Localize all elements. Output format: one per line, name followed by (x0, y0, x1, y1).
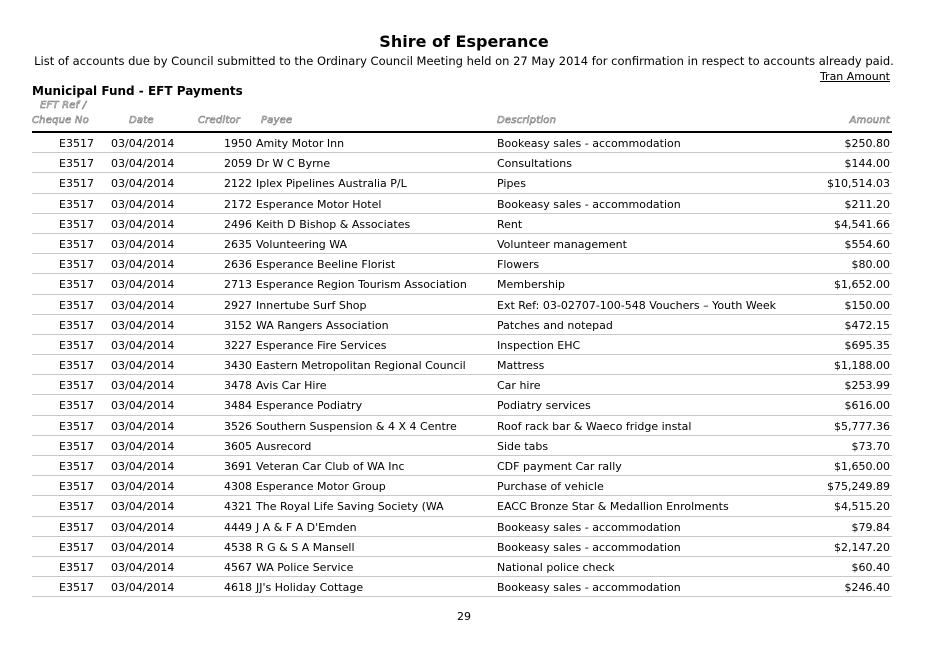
cell-amount: $1,650.00 (834, 460, 890, 473)
cell-cheque-no: E3517 (59, 419, 94, 433)
cell-payee: Esperance Motor Hotel (256, 197, 382, 211)
page-number: 29 (457, 610, 471, 623)
cell-cheque-no: E3517 (59, 217, 94, 231)
cell-payee: The Royal Life Saving Society (WA (256, 500, 444, 514)
table-row (0, 295, 928, 315)
cell-payee: J A & F A D'Emden (256, 520, 357, 534)
cell-payee: R G & S A Mansell (256, 540, 355, 554)
cell-creditor: 3430 (224, 359, 252, 373)
cell-payee: Esperance Podiatry (256, 399, 363, 413)
cell-cheque-no: E3517 (59, 177, 94, 191)
header-date: Date (129, 115, 154, 126)
cell-amount: $246.40 (844, 581, 890, 595)
cell-amount: $554.60 (844, 237, 890, 251)
cell-date: 03/04/2014 (111, 500, 175, 514)
cell-payee: Esperance Fire Services (256, 338, 387, 352)
table-row (0, 194, 928, 214)
cell-payee: Esperance Region Tourism Association (256, 278, 467, 292)
cell-date: 03/04/2014 (111, 157, 175, 171)
cell-payee: Amity Motor Inn (256, 137, 345, 150)
cell-payee: Southern Suspension & 4 X 4 Centre (256, 419, 457, 433)
cell-creditor: 4567 (224, 560, 252, 574)
cell-description: Bookeasy sales - accommodation (497, 581, 681, 595)
table-row (0, 456, 928, 476)
cell-payee: Eastern Metropolitan Regional Council (256, 359, 466, 373)
cell-date: 03/04/2014 (111, 278, 175, 292)
tran-amount-label: Tran Amount (819, 70, 890, 83)
row-divider (32, 596, 892, 597)
cell-payee: WA Police Service (256, 560, 354, 574)
cell-date: 03/04/2014 (111, 379, 175, 393)
cell-date: 03/04/2014 (111, 560, 175, 574)
cell-date: 03/04/2014 (111, 419, 175, 433)
header-payee: Payee (261, 115, 293, 126)
cell-cheque-no: E3517 (59, 581, 94, 595)
cell-description: Bookeasy sales - accommodation (497, 197, 681, 211)
cell-date: 03/04/2014 (111, 258, 175, 272)
cell-amount: $144.00 (844, 157, 890, 171)
cell-payee: Volunteering WA (256, 237, 348, 251)
cell-date: 03/04/2014 (111, 298, 175, 312)
cell-creditor: 2059 (224, 157, 252, 171)
cell-creditor: 4321 (224, 500, 252, 514)
header-ref-line1: EFT Ref / (40, 100, 87, 111)
cell-description: Volunteer management (497, 237, 627, 251)
table-row (0, 557, 928, 577)
cell-payee: JJ's Holiday Cottage (256, 581, 364, 595)
cell-amount: $472.15 (844, 318, 890, 332)
cell-amount: $4,541.66 (834, 217, 890, 231)
cell-creditor: 2636 (224, 258, 252, 272)
cell-cheque-no: E3517 (59, 520, 94, 534)
cell-cheque-no: E3517 (59, 560, 94, 574)
table-row (0, 375, 928, 395)
table-row (0, 395, 928, 415)
cell-cheque-no: E3517 (59, 379, 94, 393)
cell-cheque-no: E3517 (59, 540, 94, 554)
cell-amount: $75,249.89 (827, 480, 890, 494)
cell-creditor: 3691 (224, 460, 252, 473)
cell-amount: $4,515.20 (834, 500, 890, 514)
cell-creditor: 4449 (224, 520, 252, 534)
cell-creditor: 3484 (224, 399, 252, 413)
cell-description: Bookeasy sales - accommodation (497, 540, 681, 554)
cell-creditor: 3605 (224, 439, 252, 453)
cell-amount: $150.00 (844, 298, 890, 312)
table-row (0, 577, 928, 597)
cell-creditor: 3152 (224, 318, 252, 332)
cell-payee: Avis Car Hire (256, 379, 327, 393)
cell-date: 03/04/2014 (111, 359, 175, 373)
table-row (0, 214, 928, 234)
cell-amount: $5,777.36 (834, 419, 890, 433)
cell-date: 03/04/2014 (111, 460, 175, 473)
cell-date: 03/04/2014 (111, 217, 175, 231)
cell-cheque-no: E3517 (59, 439, 94, 453)
cell-date: 03/04/2014 (111, 581, 175, 595)
cell-cheque-no: E3517 (59, 359, 94, 373)
cell-payee: Keith D Bishop & Associates (256, 217, 411, 231)
cell-amount: $250.80 (844, 137, 890, 150)
cell-amount: $211.20 (844, 197, 890, 211)
cell-cheque-no: E3517 (59, 399, 94, 413)
cell-description: Roof rack bar & Waeco fridge instal (497, 419, 692, 433)
cell-creditor: 4538 (224, 540, 252, 554)
cell-date: 03/04/2014 (111, 197, 175, 211)
document-subtitle: List of accounts due by Council submitted to the Ordinary Council Meeting held on 27 May 2014 for confirmation in respect to accounts already paid. (34, 54, 894, 68)
table-row (0, 517, 928, 537)
cell-creditor: 2713 (224, 278, 252, 292)
header-creditor: Creditor (198, 115, 241, 126)
section-heading: Municipal Fund - EFT Payments (32, 84, 243, 98)
table-row (0, 133, 928, 153)
cell-description: Flowers (497, 258, 540, 272)
cell-cheque-no: E3517 (59, 278, 94, 292)
cell-description: Mattress (497, 359, 545, 373)
table-row (0, 234, 928, 254)
cell-payee: WA Rangers Association (256, 318, 389, 332)
cell-creditor: 1950 (224, 137, 252, 150)
cell-description: Bookeasy sales - accommodation (497, 137, 681, 150)
table-row (0, 416, 928, 436)
cell-date: 03/04/2014 (111, 540, 175, 554)
cell-date: 03/04/2014 (111, 137, 175, 150)
cell-cheque-no: E3517 (59, 237, 94, 251)
cell-creditor: 3526 (224, 419, 252, 433)
cell-payee: Dr W C Byrne (256, 157, 331, 171)
table-row (0, 496, 928, 516)
cell-description: Bookeasy sales - accommodation (497, 520, 681, 534)
cell-description: EACC Bronze Star & Medallion Enrolments (497, 500, 729, 514)
table-row (0, 335, 928, 355)
table-row (0, 254, 928, 274)
table-row (0, 537, 928, 557)
cell-amount: $2,147.20 (834, 540, 890, 554)
cell-description: Rent (497, 217, 523, 231)
cell-description: Patches and notepad (497, 318, 613, 332)
cell-date: 03/04/2014 (111, 399, 175, 413)
cell-date: 03/04/2014 (111, 480, 175, 494)
cell-amount: $10,514.03 (827, 177, 890, 191)
cell-cheque-no: E3517 (59, 460, 94, 473)
cell-amount: $1,188.00 (834, 359, 890, 373)
cell-creditor: 2496 (224, 217, 252, 231)
table-row (0, 315, 928, 335)
cell-cheque-no: E3517 (59, 157, 94, 171)
cell-creditor: 2635 (224, 237, 252, 251)
cell-description: Ext Ref: 03-02707-100-548 Vouchers – Youth Week (497, 298, 777, 312)
payments-table (0, 133, 928, 597)
cell-description: National police check (497, 560, 615, 574)
cell-amount: $73.70 (851, 439, 890, 453)
table-row (0, 476, 928, 496)
cell-payee: Ausrecord (256, 439, 312, 453)
cell-amount: $60.40 (851, 560, 890, 574)
cell-description: CDF payment Car rally (497, 460, 622, 473)
table-row (0, 274, 928, 294)
cell-payee: Iplex Pipelines Australia P/L (256, 177, 407, 191)
cell-date: 03/04/2014 (111, 177, 175, 191)
cell-amount: $80.00 (851, 258, 890, 272)
cell-cheque-no: E3517 (59, 318, 94, 332)
cell-description: Car hire (497, 379, 541, 393)
cell-cheque-no: E3517 (59, 258, 94, 272)
cell-payee: Veteran Car Club of WA Inc (256, 460, 405, 473)
cell-date: 03/04/2014 (111, 237, 175, 251)
cell-cheque-no: E3517 (59, 338, 94, 352)
cell-creditor: 2927 (224, 298, 252, 312)
cell-creditor: 4618 (224, 581, 252, 595)
cell-cheque-no: E3517 (59, 500, 94, 514)
cell-payee: Esperance Beeline Florist (256, 258, 396, 272)
header-ref-line2: Cheque No (32, 115, 89, 126)
cell-payee: Innertube Surf Shop (256, 298, 367, 312)
cell-description: Pipes (497, 177, 526, 191)
document-title: Shire of Esperance (379, 32, 549, 51)
cell-creditor: 4308 (224, 480, 252, 494)
cell-amount: $695.35 (844, 338, 890, 352)
table-row (0, 355, 928, 375)
cell-amount: $616.00 (844, 399, 890, 413)
header-description: Description (497, 115, 557, 126)
cell-amount: $79.84 (851, 520, 890, 534)
cell-description: Side tabs (497, 439, 549, 453)
cell-date: 03/04/2014 (111, 439, 175, 453)
cell-cheque-no: E3517 (59, 197, 94, 211)
table-row (0, 173, 928, 193)
cell-description: Inspection EHC (497, 338, 581, 352)
cell-date: 03/04/2014 (111, 520, 175, 534)
cell-creditor: 3478 (224, 379, 252, 393)
cell-description: Purchase of vehicle (497, 480, 604, 494)
table-row (0, 436, 928, 456)
cell-description: Membership (497, 278, 565, 292)
cell-amount: $253.99 (844, 379, 890, 393)
cell-date: 03/04/2014 (111, 338, 175, 352)
header-amount: Amount (849, 115, 890, 126)
cell-payee: Esperance Motor Group (256, 480, 386, 494)
cell-description: Consultations (497, 157, 572, 171)
cell-creditor: 2122 (224, 177, 252, 191)
table-row (0, 153, 928, 173)
cell-cheque-no: E3517 (59, 480, 94, 494)
cell-description: Podiatry services (497, 399, 591, 413)
cell-creditor: 2172 (224, 197, 252, 211)
cell-amount: $1,652.00 (834, 278, 890, 292)
cell-date: 03/04/2014 (111, 318, 175, 332)
cell-creditor: 3227 (224, 338, 252, 352)
cell-cheque-no: E3517 (59, 137, 94, 150)
cell-cheque-no: E3517 (59, 298, 94, 312)
